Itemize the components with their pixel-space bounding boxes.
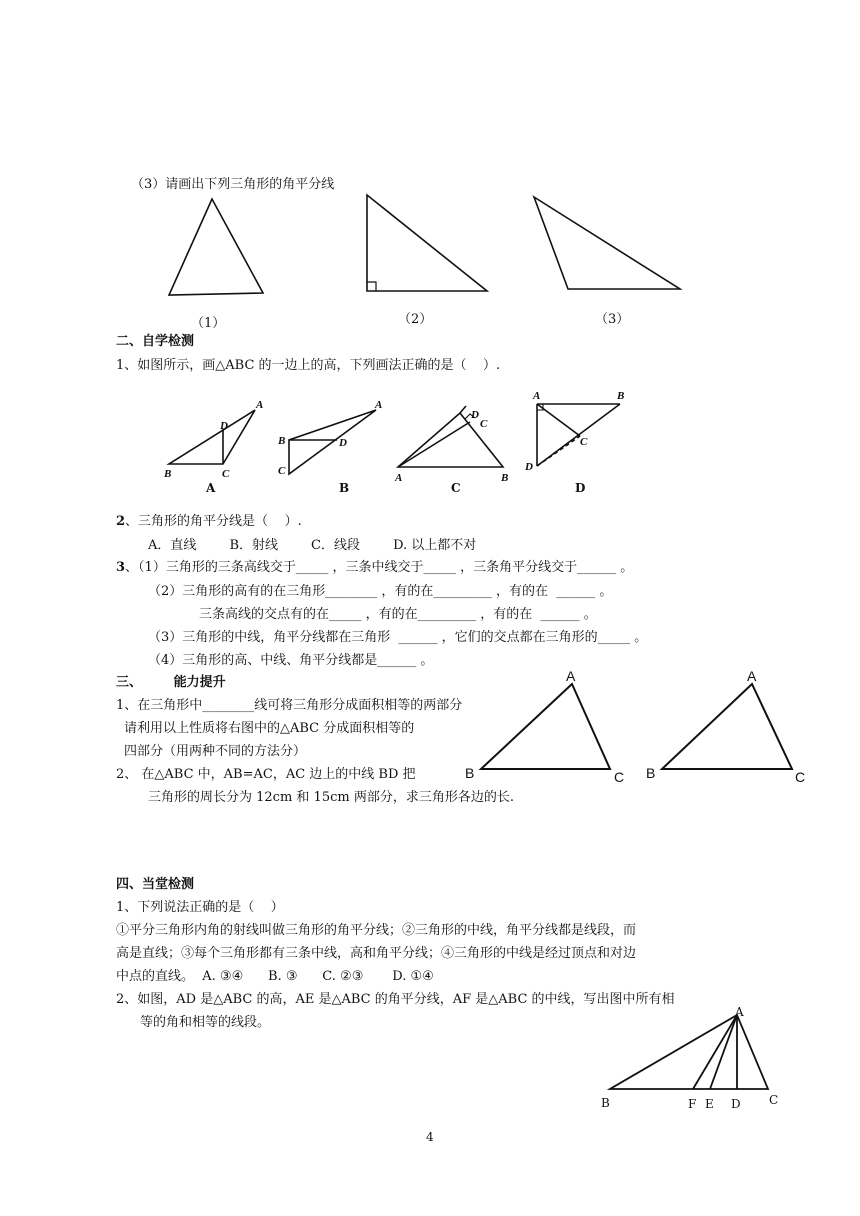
triangle-with-cevians	[610, 1015, 768, 1089]
s2-q2	[116, 513, 302, 531]
option-a-figure	[169, 410, 255, 464]
svg-text:D: D	[220, 420, 228, 432]
svg-text:C: C	[480, 418, 488, 430]
svg-text:C: C	[222, 468, 230, 480]
s2-q1: 1、如图所示，画△ABC 的一边上的高，下列画法正确的是（ ）.	[116, 358, 501, 373]
tri2-label-a: A	[747, 668, 757, 684]
s4-q1-line1: ①平分三角形内角的射线叫做三角形的角平分线；②三角形的中线，角平分线都是线段，而	[116, 923, 637, 938]
s3-q2-line2: 三角形的周长分为 12cm 和 15cm 两部分，求三角形各边的长.	[148, 790, 514, 805]
s2-q3-num: 3	[116, 560, 126, 575]
svg-text:A: A	[395, 472, 403, 484]
option-label-d: D	[575, 481, 586, 495]
s2-q2-choices: A．直线 B．射线 C．线段 D. 以上都不对	[148, 538, 477, 553]
s2-q2-num: 2	[116, 514, 126, 529]
svg-text:B: B	[501, 472, 509, 484]
s4-q2-line1: 2、如图，AD 是△ABC 的高，AE 是△ABC 的角平分线，AF 是△ABC 的中线，写出图中所有相	[116, 992, 675, 1007]
option-b-figure	[289, 410, 376, 474]
svg-text:C: C	[278, 465, 286, 477]
s3-q2-line1: 2、 在△ABC 中，AB=AC，AC 边上的中线 BD 把	[116, 767, 416, 782]
svg-text:C: C	[580, 436, 588, 448]
right-angle-mark	[367, 282, 376, 291]
s2-q3-line1	[116, 559, 633, 577]
section-3-heading: 三、 能力提升	[116, 675, 226, 690]
tri1-label-a: A	[566, 668, 576, 684]
tri1-label-c: C	[614, 769, 625, 785]
s2-q3-line3: 三条高线的交点有的在_____ ，有的在_________ ，有的在 ______ 。	[199, 607, 597, 622]
s2-q3-line2: （2）三角形的高有的在三角形________ ，有的在_________ ，有的在 ______ 。	[148, 584, 613, 599]
triangle-abc-right	[662, 684, 792, 769]
fig-label-2: （2）	[398, 312, 433, 327]
s4-q1: 1、下列说法正确的是（ ）	[116, 900, 284, 915]
s2-q3-line4: （3）三角形的中线，角平分线都在三角形 ______ ，它们的交点都在三角形的_____ 。	[148, 630, 648, 645]
svg-text:D: D	[339, 437, 347, 449]
fig4-label-e: E	[705, 1097, 714, 1111]
fig4-label-c: C	[769, 1093, 779, 1107]
svg-text:A: A	[533, 390, 541, 402]
fig-label-1: （1）	[191, 316, 226, 331]
option-label-a: A	[206, 481, 216, 495]
svg-text:B: B	[164, 468, 172, 480]
tri2-label-b: B	[646, 765, 656, 781]
s4-q2-line2: 等的角和相等的线段。	[140, 1015, 271, 1030]
option-c-figure	[398, 406, 503, 467]
section-2-heading: 二、自学检测	[116, 334, 195, 349]
s3-q1-line2: 请利用以上性质将右图中的△ABC 分成面积相等的	[124, 721, 415, 736]
fig4-label-f: F	[688, 1097, 697, 1111]
svg-text:B: B	[617, 390, 625, 402]
fig-label-3: （3）	[595, 312, 630, 327]
section-4-heading: 四、当堂检测	[116, 877, 195, 892]
option-label-b: B	[339, 481, 350, 495]
svg-text:B: B	[278, 435, 286, 447]
s3-q1-line1: 1、在三角形中________线可将三角形分成面积相等的两部分	[116, 698, 463, 713]
triangle-2-right	[367, 195, 487, 291]
svg-text:A: A	[256, 399, 264, 411]
s2-q3-line1-text: 、（1）三角形的三条高线交于_____ ，三条中线交于_____ ，三条角平分线交于______ 。	[125, 560, 634, 575]
fig4-label-b: B	[601, 1096, 610, 1110]
s2-q2-text: 、三角形的角平分线是（ ）.	[125, 514, 302, 529]
q3-angle-bisector-prompt: （3）请画出下列三角形的角平分线	[131, 177, 335, 192]
fig4-label-d: D	[731, 1097, 741, 1111]
option-label-c: C	[451, 481, 461, 495]
tri2-label-c: C	[795, 769, 806, 785]
s2-q3-line5: （4）三角形的高、中线、角平分线都是______ 。	[148, 653, 434, 668]
svg-text:D: D	[471, 409, 479, 421]
svg-text:D: D	[525, 461, 533, 473]
svg-text:A: A	[375, 399, 383, 411]
s4-q1-line3: 中点的直线。 A. ③④ B. ③ C. ②③ D. ①④	[116, 969, 434, 984]
tri1-label-b: B	[465, 765, 475, 781]
fig4-label-a: A	[735, 1005, 744, 1019]
triangle-abc-left	[481, 684, 610, 769]
triangle-1	[169, 199, 263, 295]
option-d-figure	[537, 404, 620, 466]
page-number: 4	[426, 1130, 434, 1144]
triangle-3-obtuse	[534, 197, 680, 289]
s4-q1-line2: 高是直线；③每个三角形都有三条中线，高和角平分线；④三角形的中线是经过顶点和对边	[116, 946, 637, 961]
s3-q1-line3: 四部分（用两种不同的方法分）	[124, 744, 307, 759]
